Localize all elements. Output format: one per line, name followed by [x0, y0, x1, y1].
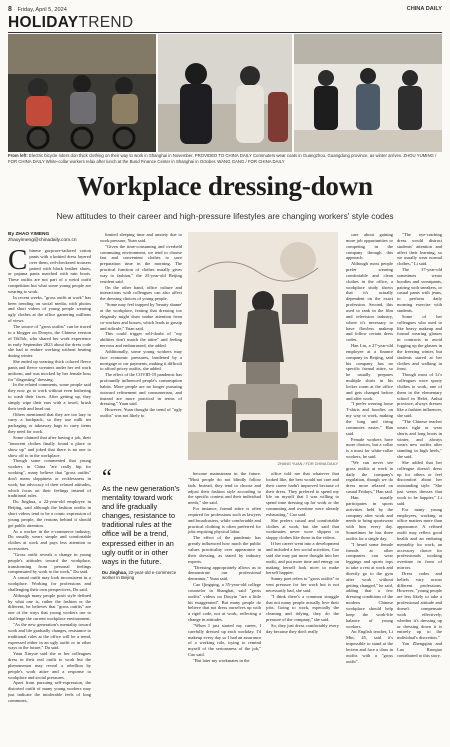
article-paragraph: A casual outfit may look inconsistent in a workplace. Working for professions and challenging their own perspectives, Du said. [8, 575, 91, 592]
article-paragraph: Han Liu, a 27-year-old employee at a finance company in Beijing, said his company has no specific formal attire, so he usually prepares multiple shirts in his locker room at the office and gets changed before and after work. [346, 343, 393, 401]
article-paragraph: "I heard some female friends at other companies can wear leggings and sports tops to take a rest at work and directly go to the gym after work without getting changed," he said, adding that a few dressing conditions of the modern Chinese workplace should help keep the work-life balance of young workers. [346, 541, 393, 629]
article-paragraph: Yan Zhengqian and Luo Ruoqiao contributed to this story. [397, 641, 442, 658]
page-number: 8 [8, 6, 12, 13]
article-paragraph: Some of her colleagues who used to like heavy makeup and formal wearing glasses in contracts to avoid fogging up the glasses in the freezing winter, but students stared at her clothes and walking in front. [397, 313, 442, 372]
column-5-paragraphs [346, 232, 393, 664]
article-paragraph: Han usually participates in sports activities held by the company after work and needs to bring sportswear with him every day. Sometimes he has three outfits for a single day. [346, 494, 393, 541]
article-paragraph: An English teacher, Li Min, 45, said it's impossible to stand at the lectern and face a class in outfits with a "gross outfit". [346, 629, 393, 664]
article-paragraph: care about gaining more job opportunities or competing in the company through this approach. [346, 232, 393, 261]
article-paragraph: The effect of the COVID-19 pandemic has profoundly influenced people's consumption habits. More people are no longer pursuing outward refinement and consumerism, and instead are more practical in terms of dressing," Yuan said. [100, 372, 182, 407]
drop-cap: C [8, 244, 28, 276]
publication-name: CHINA DAILY [406, 6, 442, 12]
article-paragraph: She prefers casual and comfortable clothes at work, but she said that workmates never wore slippers or sloppy clothes like those in the videos. [266, 517, 339, 541]
article-paragraph: Yuan Xinyue said she or her colleagues dress in their real outfit to work but the phenomenon may reveal a rebellion by people's work attire and a response to workplace and social pressures. [8, 651, 91, 680]
article-paragraph: In the related comments, some people said they now go to work without even bothering to wash their faces. After getting up, they simply wipe their ears with a towel, brush their teeth and head out. [8, 382, 91, 411]
article-paragraph: Though some commented that young workers in China "are really hip for working", many believe that "gross outfits" don't mean sloppiness or recklessness in work, but advocacy of their relaxed attitudes, which focus on their feelings instead of traditional rules. [8, 458, 91, 499]
pull-quote-text: As the new generation's mentality toward work and life gradually changes, resistance to traditional rules at the office will be a trend, expressed either in an ugly outfit or in other ways in the future. [102, 484, 180, 566]
article-paragraph: On the other hand, office culture and interactions with colleagues can also affect the dressing choices of young people. [100, 284, 182, 302]
caption-text: Electric bicycle riders don thick clothing on their way to work in Shanghai in November. PROVIDED TO CHINA DAILY Commuters wear coats in Guangzhou, Guangdong province, as winter arrives. ZHOU YUMING / FOR CHINA DAILY White-collar workers relax after lunch at the Bund Finance Center in Shanghai in October. WANG GANG / FOR CHINA DAILY [8, 153, 437, 164]
byline-email: zhaoyimeng@chinadaily.com.cn [8, 238, 77, 243]
caption-label: From left: [8, 153, 28, 158]
photo-bund-white-collar [294, 34, 442, 152]
article-column-4 [266, 471, 339, 743]
byline-author: By ZHAO YIMENG [8, 232, 50, 237]
subheadline: New attitudes to their career and high-pressure lifestyles are changing workers' style codes [56, 211, 394, 221]
article-paragraph: In recent weeks, "gross outfit at work" has been trending on social media, with photos and short videos of young people wearing ugly clothes at the office garnering millions of views. [8, 294, 91, 324]
illustration-credit: ZHANG YUAN / FOR CHINA DAILY [277, 462, 338, 466]
section-title-bold: HOLIDAY [8, 14, 79, 31]
article-paragraph: "The Chinese teacher wears tight or wear shorts and long boots in winter, and always wears new outfits after standing in high heels," she said. [397, 419, 442, 460]
photo-guangzhou-commuters [158, 34, 292, 152]
section-title [8, 14, 133, 32]
article-paragraph: For many young employees, working at office matters more than appearance. A refined outfit may reflect good health and an enduring mentality for work, an accessory choice for professionals working overtime in front of mirrors. [397, 506, 442, 571]
photo-caption [8, 153, 442, 164]
article-paragraph: Sunny poet refers to "gross outfits" to vent pressure for her work but is not necessarily bad, she said. [266, 576, 339, 593]
article-paragraph: "Dressing appropriately allows us to demonstrate our professional demeanor," Yuan said. [188, 564, 261, 582]
article-paragraph: Cao Qingqing, a 35-year-old college counselor in Shanghai, said "gross outfits" videos on Douyin "are a little bit exaggerated". But many people do believe that not dress ourselves up with a rigid code, not at work, reflecting a change in attitudes. [188, 582, 261, 623]
article-paragraph: However, Yuan thought the trend of "ugly outfits" was not likely to [100, 407, 182, 419]
article-paragraph: This could trigger self-doubt of "my abilities don't match the attire" and feeling nervous and embarrassed, she added. [100, 331, 182, 349]
article-paragraph: hinese gorpcore-tailored cotton pants with a knitted dress layered over them, red-checkered trousers paired with black leather shoes, or pajama pants matched with rain boots. These outfits are not part of a weird outfit competition but what some young people are wearing to work. [8, 248, 91, 294]
section-rule [8, 32, 442, 33]
pull-quote-name: Du Jinghua, [102, 569, 128, 575]
article-paragraph: The 37-year-old sometimes wears hoodies and sweatpants, pairing with sneakers, or casual pants with jeans, to perform daily morning exercise with students. [397, 267, 442, 313]
article-paragraph: Although many people posit style defined by what one is, rather the fashion or the different, he believes that "gross outfits" are one of the ways that young workers use to challenge the current workplace environment. [8, 592, 91, 622]
section-title-light: TREND [78, 14, 134, 31]
article-column-6 [397, 232, 442, 742]
article-paragraph: The effect of the pandemic has greatly influenced how much the public values practicality over appearance in their dressing, as stated by industry experts. [188, 535, 261, 564]
pull-quote-attribution [102, 570, 184, 581]
column-1-paragraphs [8, 244, 91, 704]
issue-date: Friday, April 5, 2024 [17, 7, 67, 13]
article-paragraph: The source of "gross outfits" can be traced to a blogger on Douyin, the Chinese version of TikTok, who shared her work experience in early September 2023 about the dress code she had to endure working without heating during winter. [8, 323, 91, 359]
byline [8, 232, 91, 244]
article-paragraph: "As the new generation's mentality toward work and life gradually changes, resistance to traditional rules at the office will be a trend, expressed either in an ugly outfit or in other ways in the future," Du said. [8, 622, 91, 651]
photo-shanghai-riders [8, 34, 156, 152]
article-paragraph: "When I just started my career, I carefully dressed up each workday. I'd makeup every day so I had an assurance of a working role, trying to remind myself of the seriousness of the job," Cao said. [188, 622, 261, 658]
column-6-paragraphs [397, 232, 442, 659]
article-paragraph: If her career went into a development and included a few social activities, Cao said she may put more thought into her outfit, and put more time and energy on making herself look nicer to make herself happier. [266, 541, 339, 576]
article-paragraph: Although most people prefer wearing comfortable and clean clothes in the office, a workplace study shows that it's actually dependent on the exact profession. Second, this used to rank in the film and television industry, where it's necessary to have flawless makeup and follow certain dress codes. [346, 261, 393, 343]
article-paragraph: Others mentioned that they are too lazy to carry a backpack, so they use milk tea packaging or takeaway bags to carry items they need for work. [8, 411, 91, 435]
pull-quote-role: 22-year-old e-commerce worker in Beijing [102, 569, 177, 581]
article-paragraph: Dress codes and beliefs vary across different professions. However, "young people are less likely to take a professional attitude and doesn't compensate work effectively, whether it's dressing up or dressing down it is entirely up to the individual's discretion." [397, 570, 442, 641]
article-paragraph: Apart from pursuing self-expression, the distorted outfit of many young workers may just indicate the intolerable feels of long commutes, [8, 680, 91, 703]
column-2-paragraphs [100, 232, 182, 419]
article-paragraph: "Some may feel trapped by 'beauty shame' at the workplace, fearing that dressing too elegantly might draw undue attention from co-workers and bosses, which leads to gossip and ridicule," Yuan said. [100, 302, 182, 331]
quote-mark-icon: “ [102, 464, 112, 489]
article-paragraph: "Given the time-consuming and overheld commuting environment, we tend to choose fast and convenient clothes to save preparation time in the morning. The practical function of clothes usually gives way to fashion," the 25-year-old Beijing resident said. [100, 243, 182, 284]
article-column-2 [100, 232, 182, 466]
article-column-3 [188, 471, 261, 743]
article-paragraph: "I think there's a common struggle that not many people actually love their jobs. Going to work, especially the cleaning and tidying, they do the pressure of the company," she said. [266, 593, 339, 623]
article-paragraph: "The eye-catching dress would distract students' attention and affect their learning, so we usually wear normal clothes," Li said. [397, 232, 442, 267]
article-paragraph: So, they just dress comfortably every day because they don't really [266, 622, 339, 634]
article-paragraph: She added that her colleague doesn't dress up for others or feel discomfort about her outstanding style. "She just wears dresses that work to be happier," Li said. [397, 459, 442, 506]
article-paragraph: Though most of Li's colleagues wore sporty clothes to work, one of them in the elementary school in Hefei, Anhui province, always dresses like a fashion influencer, she said. [397, 372, 442, 419]
article-paragraph: Du Jinghua, a 22-year-old employee in Beijing, said although the fashion outfits in short videos tend to be a comic expression of young people, the reasons behind it should get public attention. [8, 499, 91, 528]
headline: Workplace dressing-down [77, 171, 373, 201]
article-paragraph: As a worker in the e-commerce industry, Du usually wears simple and comfortable clothes at work and pays less attention to accessories. [8, 528, 91, 552]
article-paragraph: "But later my workmates in the [193, 658, 250, 663]
article-column-5 [346, 232, 393, 742]
article-paragraph: "I prefer wearing loose T-shirts and hoodies on my way to work, making the long and tiring commutes easier," Han said. [346, 401, 393, 436]
article-paragraph: Some claimed that after having a job, their "innocent clothes finally found a place to show up" and joked that there is no one to show off to in the workplace. [8, 435, 91, 458]
article-paragraph: She ended up wearing thick colored fleece pants and fleece sweaters under her red work uniform, and was mocked by her female boss for "disgusting" dressing. [8, 359, 91, 382]
article-paragraph: office told me that whatever that looked like, the best would not care and their career hadn't improved because of their dress. They prefered to spend my life on myself that I was willing to spend time dressing up for work or the commuting and overtime were already exhausting," Cao said. [266, 471, 339, 517]
column-3-paragraphs [188, 471, 261, 664]
illustration-workplace [188, 232, 338, 460]
article-column-1 [8, 232, 91, 742]
pull-quote [102, 464, 184, 581]
column-4-paragraphs [266, 471, 339, 635]
article-paragraph: Additionally, some young workers may face economic pressures, burdened by a mortgage or car payments, making it difficult to afford pricey outfits, she added. [100, 348, 182, 372]
article-paragraph: "Gross outfit reveals a change in young people's attitudes toward the workplace, transforming from personal feelings compensated by work to the work," Du said. [8, 551, 91, 575]
article-paragraph: "We can never see gross outfits at work in daily the company's regulation, though we do dress more relaxed on casual Fridays," Han said. [346, 459, 393, 495]
article-paragraph: Female workers have more choices, but a collar is a must for white-collar workers, he said. [346, 436, 393, 460]
article-paragraph: become mainstream in the future. "Most people do not blindly follow fads. Instead, they tend to choose and adjust their fashion style according to the specific context and their individual needs," she said. [188, 471, 261, 506]
article-paragraph: For instance, formal attire is often required for professions such as lawyers and broadcasters, while comfortable and practical clothing is often preferred for jobs requiring physical labor. [188, 506, 261, 535]
article-paragraph: limited sleeping time and anxiety due to work pressure, Yuan said. [100, 232, 182, 243]
